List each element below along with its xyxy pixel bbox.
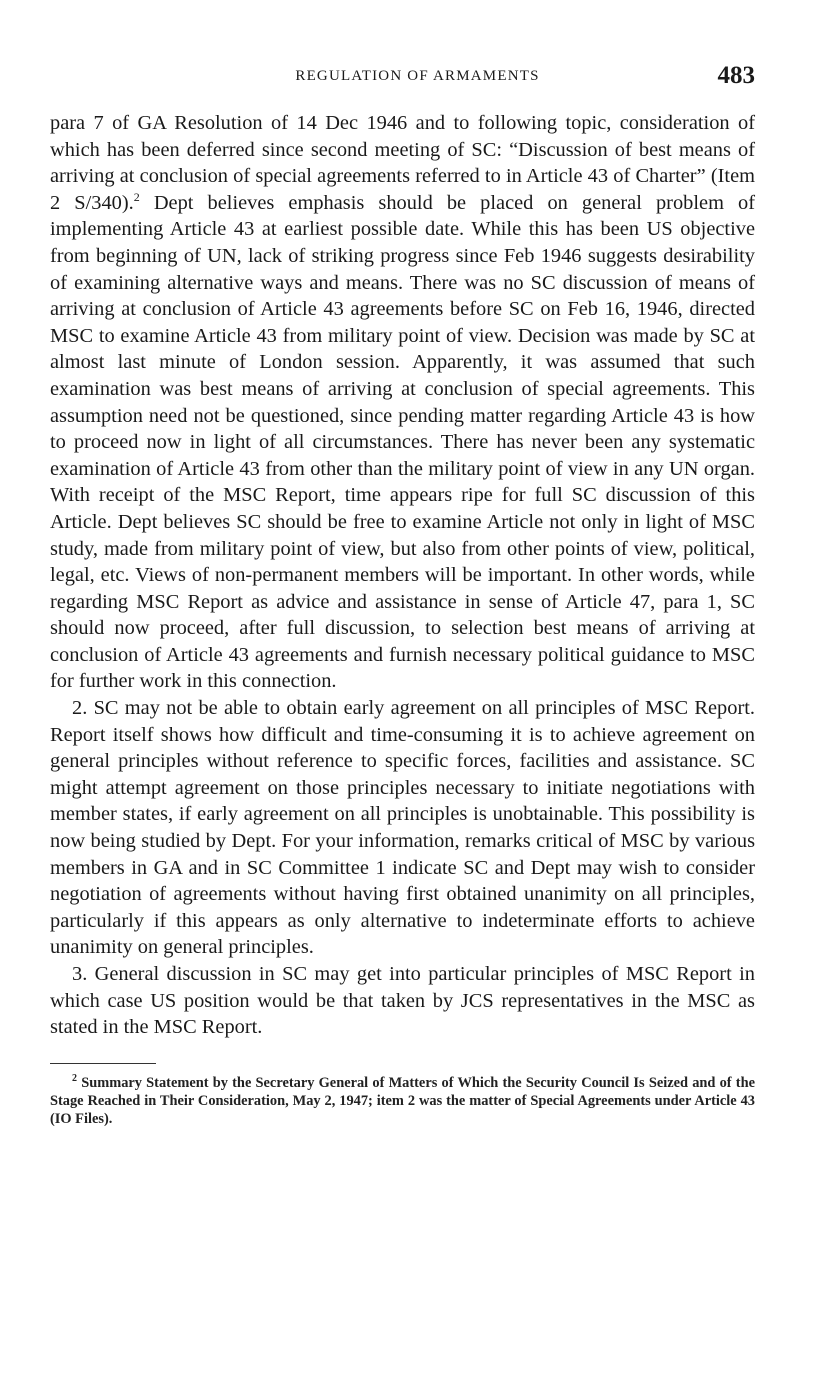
footnote-divider bbox=[50, 1063, 156, 1064]
footnote-text: Summary Statement by the Secretary General of Matters of Which the Security Council Is Seized and of the Stage Reached in Their Consideration, May 2, 1947; item 2 was the matter of Special Agreements under Article 43 (IO Files). bbox=[50, 1074, 755, 1127]
paragraph-3: 3. General discussion in SC may get into particular principles of MSC Report in which case US position would be that taken by JCS representatives in the MSC as stated in the MSC Report. bbox=[50, 963, 755, 1039]
footnote-marker: 2 bbox=[72, 1072, 77, 1084]
paragraph-2: 2. SC may not be able to obtain early agreement on all principles of MSC Report. Report itself shows how difficult and time-consuming it is to achieve agreement on general principles without reference to specific forces, facilities and assistance. SC might attempt agreement on those principles necessary to initiate negotiations with member states, if early agreement on all principles is unobtainable. This possibility is now being studied by Dept. For your information, remarks critical of MSC by various members in GA and in SC Committee 1 indicate SC and Dept may wish to consider negotiation of agreements without having first obtained unanimity on all principles, particularly if this appears as only alternative to indeterminate efforts to achieve unanimity on general principles. bbox=[50, 697, 755, 959]
footnote bbox=[50, 1074, 755, 1128]
page-header bbox=[50, 62, 755, 96]
paragraph-1 bbox=[50, 110, 755, 695]
running-head: REGULATION OF ARMAMENTS bbox=[295, 68, 540, 84]
paragraph-1-text: para 7 of GA Resolution of 14 Dec 1946 and to following topic, consideration of which has been deferred since second meeting of SC: “Discussion of best means of arriving at conclusion of special agreements referred to in Article 43 of Charter” (Item 2 S/340). bbox=[50, 112, 755, 214]
paragraph-1-text-continued: Dept believes emphasis should be placed on general problem of implementing Article 43 at earliest possible date. While this has been US objective from beginning of UN, lack of striking progress since Feb 1946 suggests desirability of examining alternative ways and means. There was no SC discussion of means of arriving at conclusion of Article 43 agreements before SC on Feb 16, 1946, directed MSC to examine Article 43 from military point of view. Decision was made by SC at almost last minute of London session. Apparently, it was assumed that such examination was best means of arriving at conclusion of special agreements. This assumption need not be questioned, since pending matter regarding Article 43 is how to proceed now in light of all circumstances. There has never been any systematic examination of Article 43 from other than the military point of view in any UN organ. With receipt of the MSC Report, time appears ripe for full SC discussion of this Article. Dept believes SC should be free to examine Article not only in light of MSC study, made from military point of view, but also from other points of view, political, legal, etc. Views of non-permanent members will be important. In other words, while regarding MSC Report as advice and assistance in sense of Article 47, para 1, SC should now proceed, after full discussion, to selection best means of arriving at conclusion of Article 43 agreements and furnish necessary political guidance to MSC for further work in this connection. bbox=[50, 191, 755, 693]
footnote-reference: 2 bbox=[133, 189, 140, 204]
page-number: 483 bbox=[717, 62, 755, 89]
document-page bbox=[50, 62, 755, 1128]
body-text bbox=[50, 110, 755, 1041]
